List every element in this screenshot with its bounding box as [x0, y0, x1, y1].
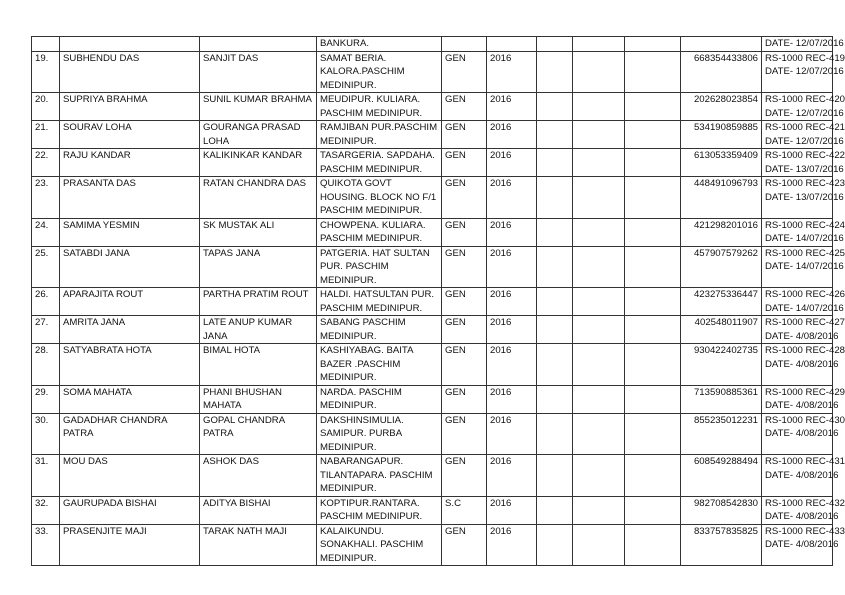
candidate-name: GAURUPADA BISHAI [60, 496, 200, 524]
address-line: TILANTAPARA. PASCHIM [320, 469, 433, 481]
blank-cell [537, 51, 573, 93]
serial-number: 26. [32, 288, 60, 316]
father-name: ASHOK DAS [200, 455, 317, 497]
candidate-name: MOU DAS [60, 455, 200, 497]
blank-cell [573, 316, 625, 344]
address-line: KALAIKUNDU. [320, 525, 384, 537]
father-name: TARAK NATH MAJI [200, 524, 317, 566]
remarks [762, 496, 845, 524]
account-number: 534190859885 [681, 121, 762, 149]
year: 2016 [487, 288, 537, 316]
blank-cell [625, 344, 681, 386]
remark-line: RS-1000 REC-430 [765, 414, 845, 426]
address [317, 524, 442, 566]
category: GEN [442, 524, 487, 566]
table-row [32, 93, 833, 121]
serial-number: 22. [32, 149, 60, 177]
blank-cell [573, 218, 625, 246]
blank-cell [625, 524, 681, 566]
category: GEN [442, 316, 487, 344]
remarks [762, 149, 845, 177]
blank-cell [537, 37, 573, 52]
account-number: 423275336447 [681, 288, 762, 316]
remark-line: DATE- 12/07/2016 [765, 66, 844, 77]
address-line: MEDINIPUR. [320, 274, 377, 286]
blank-cell [573, 246, 625, 288]
account-number: 402548011907 [681, 316, 762, 344]
serial-number: 29. [32, 385, 60, 413]
year: 2016 [487, 218, 537, 246]
account-number: 421298201016 [681, 218, 762, 246]
category: GEN [442, 149, 487, 177]
candidate-name: SOMA MAHATA [60, 385, 200, 413]
category: GEN [442, 385, 487, 413]
table-row [32, 288, 833, 316]
remark-line: DATE- 4/08/2016 [765, 428, 839, 439]
remarks [762, 51, 845, 93]
address [317, 455, 442, 497]
address [317, 121, 442, 149]
father-name: RATAN CHANDRA DAS [200, 177, 317, 219]
serial-number: 19. [32, 51, 60, 93]
serial-number: 21. [32, 121, 60, 149]
serial-number: 25. [32, 246, 60, 288]
address-line: QUIKOTA GOVT [320, 178, 392, 189]
blank-cell [625, 288, 681, 316]
remarks [762, 385, 845, 413]
table-row [32, 177, 833, 219]
address-line: PASCHIM MEDINIPUR. [320, 302, 423, 314]
category: GEN [442, 177, 487, 219]
address-line: DAKSHINSIMULIA. [320, 414, 404, 426]
address-line: PASCHIM MEDINIPUR. [320, 205, 423, 216]
address [317, 93, 442, 121]
candidate-name: SATABDI JANA [60, 246, 200, 288]
year: 2016 [487, 496, 537, 524]
serial-number: 23. [32, 177, 60, 219]
address-line: KALORA.PASCHIM [320, 66, 405, 77]
category: GEN [442, 93, 487, 121]
blank-cell [625, 93, 681, 121]
blank-cell [625, 316, 681, 344]
address-line: MEDINIPUR. [320, 79, 377, 91]
remarks [762, 246, 845, 288]
address-line: RAMJIBAN PUR.PASCHIM [320, 122, 438, 133]
candidate-name: GADADHAR CHANDRA PATRA [60, 413, 200, 455]
father-name: SK MUSTAK ALI [200, 218, 317, 246]
remark-line: RS-1000 REC-420 [765, 94, 845, 105]
address-line: SAMIPUR. PURBA [320, 428, 403, 439]
father-name: SANJIT DAS [200, 51, 317, 93]
remark-line: DATE- 14/07/2016 [765, 261, 844, 272]
remark-line: RS-1000 REC-419 [765, 52, 845, 64]
blank-cell [537, 316, 573, 344]
address-line: PASCHIM MEDINIPUR. [320, 107, 423, 119]
blank-cell [537, 177, 573, 219]
address [317, 344, 442, 386]
address-line: CHOWPENA. KULIARA. [320, 219, 426, 231]
table-row [32, 246, 833, 288]
blank-cell [625, 385, 681, 413]
candidate-name: PRASANTA DAS [60, 177, 200, 219]
account-number: 668354433806 [681, 51, 762, 93]
remark-line: DATE- 13/07/2016 [765, 163, 844, 175]
table-row [32, 385, 833, 413]
year: 2016 [487, 93, 537, 121]
address [317, 177, 442, 219]
candidate-name: SAMIMA YESMIN [60, 218, 200, 246]
remarks [762, 455, 845, 497]
candidate-name: SUPRIYA BRAHMA [60, 93, 200, 121]
address [317, 149, 442, 177]
blank-cell [625, 455, 681, 497]
blank-cell [625, 121, 681, 149]
blank-cell [537, 385, 573, 413]
address-line: PUR. PASCHIM [320, 261, 389, 272]
serial-number: 33. [32, 524, 60, 566]
account-number: 833757835825 [681, 524, 762, 566]
address-line: MEUDIPUR. KULIARA. [320, 94, 421, 105]
blank-cell [573, 288, 625, 316]
blank-cell [573, 177, 625, 219]
category: GEN [442, 121, 487, 149]
blank-cell [537, 246, 573, 288]
table-row [32, 149, 833, 177]
blank-cell [537, 121, 573, 149]
remark-line: DATE- 12/07/2016 [765, 107, 844, 119]
remarks [762, 218, 845, 246]
account-number: 713590885361 [681, 385, 762, 413]
table-row [32, 37, 833, 52]
father-name: TAPAS JANA [200, 246, 317, 288]
year [487, 37, 537, 52]
father-name: BIMAL HOTA [200, 344, 317, 386]
address-line: MEDINIPUR. [320, 330, 377, 342]
serial-number: 20. [32, 93, 60, 121]
remark-line: DATE- 12/07/2016 [765, 135, 844, 147]
address [317, 246, 442, 288]
register-table [31, 36, 845, 566]
address [317, 37, 442, 52]
remarks [762, 177, 845, 219]
remark-line: DATE- 14/07/2016 [765, 233, 844, 244]
address [317, 288, 442, 316]
remarks [762, 93, 845, 121]
blank-cell [537, 149, 573, 177]
table-row [32, 51, 833, 93]
remark-line: RS-1000 REC-425 [765, 247, 845, 259]
address-line: HOUSING. BLOCK NO F/1 [320, 191, 437, 203]
address-line: BAZER .PASCHIM [320, 358, 401, 370]
address-line: HALDI. HATSULTAN PUR. [320, 289, 435, 300]
blank-cell [537, 524, 573, 566]
year: 2016 [487, 177, 537, 219]
table-row [32, 316, 833, 344]
remark-line: DATE- 4/08/2016 [765, 330, 839, 342]
father-name: KALIKINKAR KANDAR [200, 149, 317, 177]
blank-cell [537, 218, 573, 246]
remarks [762, 524, 845, 566]
blank-cell [537, 93, 573, 121]
serial-number [32, 37, 60, 52]
account-number [681, 37, 762, 52]
year: 2016 [487, 524, 537, 566]
account-number: 613053359409 [681, 149, 762, 177]
remark-line: RS-1000 REC-433 [765, 525, 845, 537]
year: 2016 [487, 316, 537, 344]
blank-cell [625, 149, 681, 177]
address-line: BANKURA. [320, 38, 370, 49]
blank-cell [573, 121, 625, 149]
remarks [762, 413, 845, 455]
remarks [762, 316, 845, 344]
address-line: SAMAT BERIA. [320, 52, 387, 64]
blank-cell [573, 93, 625, 121]
remark-line: DATE- 4/08/2016 [765, 400, 839, 411]
remarks [762, 37, 844, 52]
account-number: 202628023854 [681, 93, 762, 121]
account-number: 448491096793 [681, 177, 762, 219]
remark-line: DATE- 4/08/2016 [765, 539, 839, 550]
year: 2016 [487, 149, 537, 177]
address-line: PASCHIM MEDINIPUR. [320, 233, 423, 244]
address [317, 218, 442, 246]
candidate-name: SUBHENDU DAS [60, 51, 200, 93]
remark-line: RS-1000 REC-422 [765, 150, 845, 161]
blank-cell [573, 344, 625, 386]
father-name: LATE ANUP KUMAR JANA [200, 316, 317, 344]
blank-cell [625, 37, 681, 52]
blank-cell [625, 218, 681, 246]
address-line: MEDINIPUR. [320, 441, 377, 453]
table-row [32, 455, 833, 497]
father-name: GOPAL CHANDRA PATRA [200, 413, 317, 455]
account-number: 930422402735 [681, 344, 762, 386]
candidate-name: PRASENJITE MAJI [60, 524, 200, 566]
address-line: SABANG PASCHIM [320, 317, 406, 328]
year: 2016 [487, 246, 537, 288]
candidate-name: APARAJITA ROUT [60, 288, 200, 316]
father-name: PARTHA PRATIM ROUT [200, 288, 317, 316]
father-name: SUNIL KUMAR BRAHMA [200, 93, 317, 121]
category: GEN [442, 51, 487, 93]
year: 2016 [487, 413, 537, 455]
remark-line: RS-1000 REC-421 [765, 122, 845, 133]
serial-number: 27. [32, 316, 60, 344]
remark-line: RS-1000 REC-424 [765, 219, 845, 231]
table-body [32, 37, 845, 566]
blank-cell [537, 413, 573, 455]
address-line: KOPTIPUR.RANTARA. [320, 497, 420, 509]
account-number: 855235012231 [681, 413, 762, 455]
remark-line: DATE- 4/08/2016 [765, 469, 839, 481]
address-line: PASCHIM MEDINIPUR. [320, 163, 423, 175]
remark-line: RS-1000 REC-432 [765, 497, 845, 509]
serial-number: 32. [32, 496, 60, 524]
remark-line: DATE- 14/07/2016 [765, 302, 844, 314]
remark-line: DATE- 13/07/2016 [765, 191, 844, 203]
remarks [762, 288, 845, 316]
category: S.C [442, 496, 487, 524]
serial-number: 30. [32, 413, 60, 455]
address-line: SONAKHALI. PASCHIM [320, 539, 424, 550]
table-row [32, 121, 833, 149]
year: 2016 [487, 121, 537, 149]
address [317, 385, 442, 413]
blank-cell [573, 524, 625, 566]
remark-line: DATE- 4/08/2016 [765, 358, 839, 370]
table-row [32, 413, 833, 455]
year: 2016 [487, 51, 537, 93]
blank-cell [625, 246, 681, 288]
address-line: MEDINIPUR. [320, 400, 377, 411]
blank-cell [625, 177, 681, 219]
candidate-name: SOURAV LOHA [60, 121, 200, 149]
remark-line: RS-1000 REC-423 [765, 178, 845, 189]
address [317, 316, 442, 344]
remarks [762, 121, 845, 149]
remark-line: RS-1000 REC-429 [765, 386, 845, 398]
candidate-name: AMRITA JANA [60, 316, 200, 344]
year: 2016 [487, 455, 537, 497]
address-line: PATGERIA. HAT SULTAN [320, 247, 430, 259]
address-line: TASARGERIA. SAPDAHA. [320, 150, 435, 161]
blank-cell [537, 455, 573, 497]
remark-line: RS-1000 REC-428 [765, 345, 845, 356]
serial-number: 28. [32, 344, 60, 386]
father-name: PHANI BHUSHAN MAHATA [200, 385, 317, 413]
address [317, 413, 442, 455]
category: GEN [442, 288, 487, 316]
category: GEN [442, 344, 487, 386]
blank-cell [625, 496, 681, 524]
blank-cell [537, 288, 573, 316]
address-line: MEDINIPUR. [320, 135, 377, 147]
blank-cell [625, 413, 681, 455]
blank-cell [537, 496, 573, 524]
father-name [200, 37, 317, 52]
remark-line: RS-1000 REC-426 [765, 289, 845, 300]
address [317, 496, 442, 524]
serial-number: 24. [32, 218, 60, 246]
blank-cell [573, 496, 625, 524]
address-line: MEDINIPUR. [320, 372, 377, 383]
address-line: NARDA. PASCHIM [320, 386, 402, 398]
blank-cell [573, 413, 625, 455]
serial-number: 31. [32, 455, 60, 497]
table-row [32, 344, 833, 386]
candidate-name [60, 37, 200, 52]
table-row [32, 524, 833, 566]
candidate-name: SATYABRATA HOTA [60, 344, 200, 386]
father-name: ADITYA BISHAI [200, 496, 317, 524]
father-name: GOURANGA PRASAD LOHA [200, 121, 317, 149]
blank-cell [573, 385, 625, 413]
remark-line: RS-1000 REC-431 [765, 456, 845, 467]
address-line: PASCHIM MEDINIPUR. [320, 511, 423, 522]
blank-cell [573, 149, 625, 177]
table-row [32, 496, 833, 524]
address-line: MEDINIPUR. [320, 552, 377, 564]
category: GEN [442, 246, 487, 288]
remark-line: RS-1000 REC-427 [765, 317, 845, 328]
account-number: 982708542830 [681, 496, 762, 524]
account-number: 457907579262 [681, 246, 762, 288]
remark-line: DATE- 4/08/2016 [765, 511, 839, 522]
address-line: NABARANGAPUR. [320, 456, 404, 467]
year: 2016 [487, 385, 537, 413]
candidate-name: RAJU KANDAR [60, 149, 200, 177]
blank-cell [573, 455, 625, 497]
blank-cell [573, 37, 625, 52]
blank-cell [537, 344, 573, 386]
table-row [32, 218, 833, 246]
address-line: KASHIYABAG. BAITA [320, 345, 414, 356]
address [317, 51, 442, 93]
remark-line: DATE- 12/07/2016 [765, 38, 844, 49]
year: 2016 [487, 344, 537, 386]
category: GEN [442, 218, 487, 246]
account-number: 608549288494 [681, 455, 762, 497]
remarks [762, 344, 845, 386]
category: GEN [442, 455, 487, 497]
blank-cell [625, 51, 681, 93]
category [442, 37, 487, 52]
address-line: MEDINIPUR. [320, 483, 377, 494]
category: GEN [442, 413, 487, 455]
blank-cell [573, 51, 625, 93]
